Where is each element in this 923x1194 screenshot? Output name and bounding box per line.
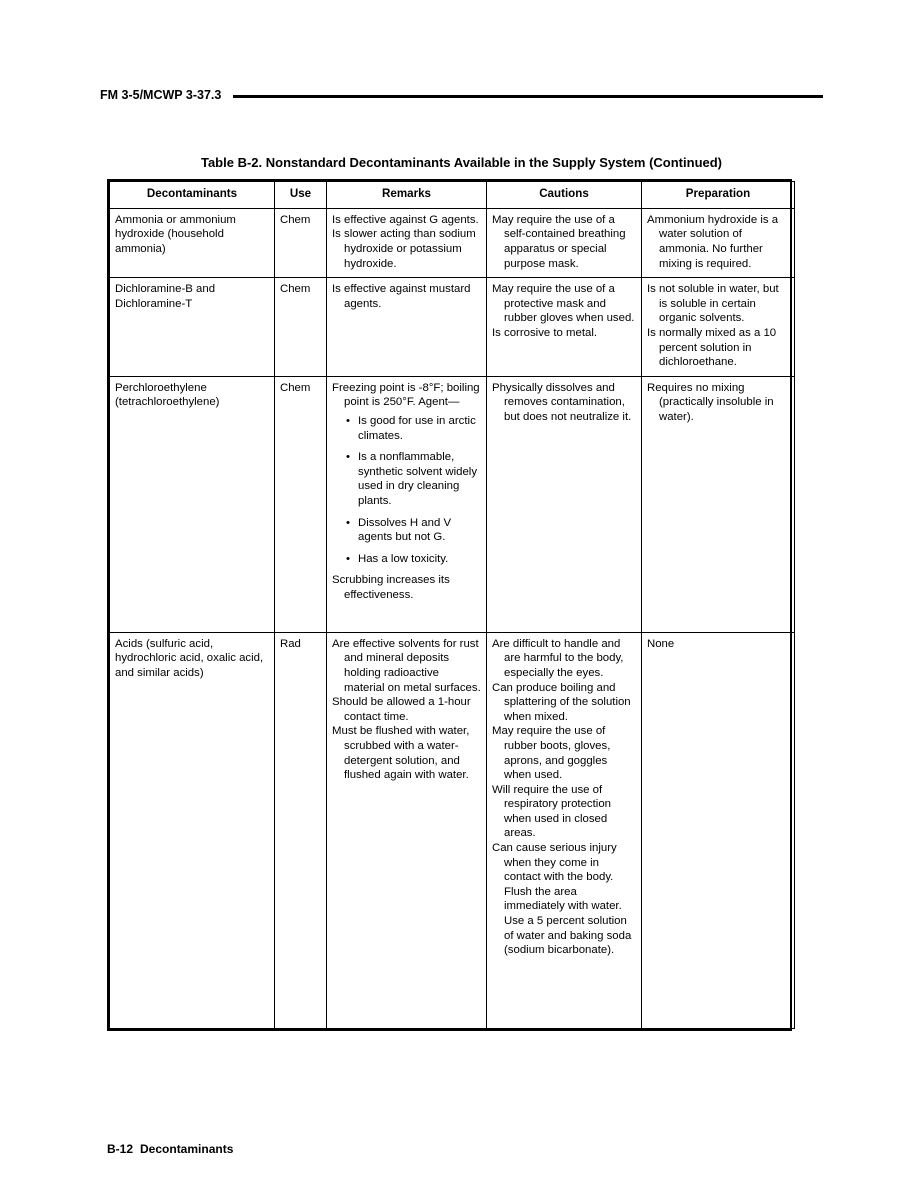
- decontaminants-table-wrapper: [107, 179, 792, 1031]
- table-caption: Table B-2. Nonstandard Decontaminants Available in the Supply System (Continued): [200, 155, 723, 170]
- remark-item: Is effective against G agents.: [332, 213, 479, 226]
- table-row: [110, 278, 795, 377]
- column-header-decontaminants: Decontaminants: [110, 182, 275, 209]
- table-body: [110, 208, 795, 1028]
- decontaminant-name: Dichloramine-B and Dichloramine-T: [115, 283, 216, 310]
- cell-preparation: [642, 208, 795, 277]
- column-header-remarks: Remarks: [327, 182, 487, 209]
- column-header-use: Use: [275, 182, 327, 209]
- preparation-item: Ammonium hydroxide is a water solution of ammonia. No further mixing is required.: [647, 213, 779, 270]
- caution-item: Physically dissolves and removes contamination, but does not neutralize it.: [492, 381, 632, 423]
- remark-bullet: • Dissolves H and V agents but not G.: [346, 516, 481, 545]
- use-value: Chem: [280, 213, 311, 226]
- caution-item: Is corrosive to metal.: [492, 326, 598, 339]
- cell-preparation: [642, 278, 795, 377]
- column-header-preparation: Preparation: [642, 182, 795, 209]
- page-footer: [107, 1142, 233, 1156]
- remark-item: Must be flushed with water, scrubbed with a water-detergent solution, and flushed again with water.: [332, 725, 470, 782]
- remark-item: Are effective solvents for rust and mineral deposits holding radioactive material on metal surfaces.: [332, 637, 481, 694]
- table-head: [110, 182, 795, 209]
- column-header-cautions: Cautions: [487, 182, 642, 209]
- use-value: Rad: [280, 637, 301, 650]
- cell-use: [275, 632, 327, 1028]
- preparation-item: Is normally mixed as a 10 percent solution in dichloroethane.: [647, 326, 777, 369]
- caution-item: May require the use of rubber boots, gloves, aprons, and goggles when used.: [492, 725, 611, 782]
- footer-section-title: Decontaminants: [140, 1142, 234, 1156]
- page-header: [100, 88, 823, 102]
- preparation-item: Requires no mixing (practically insoluble in water).: [647, 381, 774, 423]
- header-rule: [233, 95, 823, 98]
- table-header-row: [110, 182, 795, 209]
- cell-cautions: [487, 632, 642, 1028]
- page-number: B-12: [107, 1142, 134, 1156]
- cell-decontaminant: [110, 208, 275, 277]
- use-value: Chem: [280, 381, 311, 394]
- use-value: Chem: [280, 283, 311, 296]
- decontaminant-name: Ammonia or ammonium hydroxide (household ammonia): [115, 213, 236, 256]
- cell-remarks: [327, 632, 487, 1028]
- preparation-item: Is not soluble in water, but is soluble in certain organic solvents.: [647, 283, 779, 325]
- cell-remarks: [327, 208, 487, 277]
- remarks-bullet-list: [332, 414, 481, 566]
- remark-bullet: • Has a low toxicity.: [346, 552, 481, 567]
- cell-remarks: [327, 278, 487, 377]
- decontaminants-table: [109, 181, 795, 1029]
- remarks-intro: Freezing point is -8°F; boiling point is 250°F. Agent—: [332, 381, 480, 409]
- cell-cautions: [487, 278, 642, 377]
- caution-item: May require the use of a protective mask and rubber gloves when used.: [492, 283, 635, 325]
- cell-decontaminant: [110, 278, 275, 377]
- remark-item: Should be allowed a 1-hour contact time.: [332, 696, 471, 723]
- remark-item: Is effective against mustard agents.: [332, 283, 471, 310]
- cell-preparation: [642, 376, 795, 632]
- preparation-item: None: [647, 637, 675, 650]
- caution-item: Are difficult to handle and are harmful to the body, especially the eyes.: [492, 637, 624, 679]
- decontaminant-name: Perchloroethylene (tetrachloroethylene): [115, 381, 220, 409]
- cell-use: [275, 278, 327, 377]
- remark-item: Is slower acting than sodium hydroxide or potassium hydroxide.: [332, 228, 476, 270]
- cell-cautions: [487, 376, 642, 632]
- decontaminant-name: Acids (sulfuric acid, hydrochloric acid, oxalic acid, and similar acids): [115, 637, 264, 679]
- caution-item: Can produce boiling and splattering of the solution when mixed.: [492, 681, 631, 723]
- remark-bullet: • Is a nonflammable, synthetic solvent widely used in dry cleaning plants.: [346, 450, 481, 508]
- cell-use: [275, 208, 327, 277]
- table-row: [110, 376, 795, 632]
- remark-bullet: • Is good for use in arctic climates.: [346, 414, 481, 443]
- caution-item: Will require the use of respiratory protection when used in closed areas.: [492, 783, 611, 840]
- cell-remarks: [327, 376, 487, 632]
- cell-use: [275, 376, 327, 632]
- cell-preparation: [642, 632, 795, 1028]
- cell-cautions: [487, 208, 642, 277]
- cell-decontaminant: [110, 376, 275, 632]
- manual-identifier: FM 3-5/MCWP 3-37.3: [100, 88, 222, 102]
- table-row: [110, 208, 795, 277]
- caution-item: Can cause serious injury when they come in contact with the body. Flush the area immediately with water. Use a 5 percent solution of water and baking soda (sodium bicarbonate).: [492, 842, 632, 957]
- caution-item: May require the use of a self-contained breathing apparatus or special purpose mask.: [492, 213, 626, 270]
- cell-decontaminant: [110, 632, 275, 1028]
- table-row: [110, 632, 795, 1028]
- remarks-outro: Scrubbing increases its effectiveness.: [332, 574, 450, 601]
